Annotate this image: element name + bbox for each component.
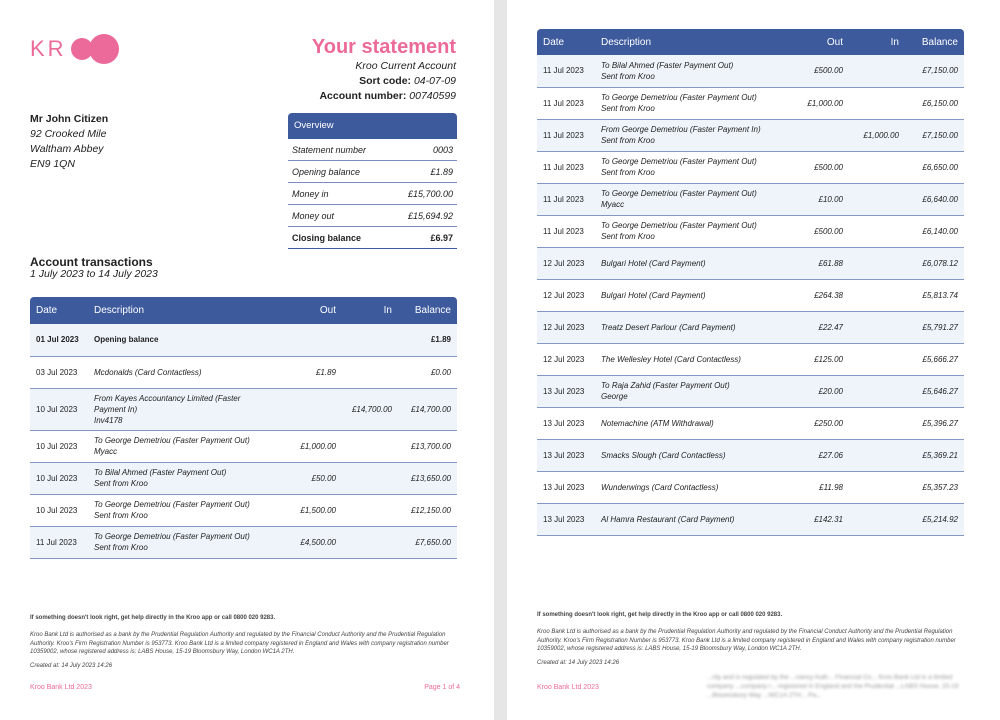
cell-out: £1,000.00	[785, 87, 849, 119]
created-text: Created at: 14 July 2023 14:26	[30, 663, 113, 669]
description-line: Mcdonalds (Card Contactless)	[94, 367, 202, 377]
cell-out: £142.31	[785, 503, 849, 535]
transactions-title: Account transactions	[30, 255, 153, 269]
cell-description	[88, 494, 278, 526]
cell-out: £61.88	[785, 247, 849, 279]
logo-text: KR	[30, 36, 67, 61]
cell-date: 13 Jul 2023	[537, 407, 595, 439]
description-line: Myacc	[601, 200, 625, 209]
transactions-date-range: 1 July 2023 to 14 July 2023	[30, 268, 158, 280]
cell-date: 13 Jul 2023	[537, 471, 595, 503]
table-row	[537, 279, 964, 311]
cell-in	[849, 343, 905, 375]
col-out: Out	[278, 297, 342, 324]
description-line: Sent from Kroo	[94, 479, 148, 488]
cell-description	[595, 343, 785, 375]
statement-page-1	[0, 0, 494, 720]
address-line-2: Waltham Abbey	[30, 143, 104, 155]
cell-date: 01 Jul 2023	[30, 324, 88, 356]
cell-date: 13 Jul 2023	[537, 439, 595, 471]
description-line: Payment In)	[94, 404, 138, 414]
table-row	[537, 87, 964, 119]
cell-out: £1,500.00	[278, 494, 342, 526]
cell-in: £14,700.00	[342, 388, 398, 430]
col-in: In	[342, 297, 398, 324]
table-row	[30, 462, 457, 494]
overview-value: £6.97	[430, 233, 453, 243]
col-balance: Balance	[905, 29, 964, 55]
description-line: To Bilal Ahmed (Faster Payment Out)	[601, 60, 734, 70]
table-row	[30, 356, 457, 388]
address-line-1: 92 Crooked Mile	[30, 128, 107, 140]
cell-balance: £6,650.00	[905, 151, 964, 183]
overview-value: £15,694.92	[407, 211, 453, 221]
cell-date: 11 Jul 2023	[537, 183, 595, 215]
legal-text: Kroo Bank Ltd is authorised as a bank by the Prudential Regulation Authority and regulated by the Financial Conduct Authority and the Prudential Regulation Authority. Kroo's Firm Registration Number is 953773. Kroo Bank Ltd is a limited company registered in England and Wales with company registration number 10359002, whose registered address is: LABS House, 15-19 Bloomsbury Way, London WC1A 2TH.	[537, 629, 956, 652]
cell-balance: £0.00	[398, 356, 457, 388]
col-description: Description	[88, 297, 278, 324]
cell-date: 13 Jul 2023	[537, 375, 595, 407]
account-type: Kroo Current Account	[355, 60, 456, 72]
cell-date: 12 Jul 2023	[537, 343, 595, 375]
cell-out: £1,000.00	[278, 430, 342, 462]
cell-out: £22.47	[785, 311, 849, 343]
cell-out	[785, 119, 849, 151]
cell-date: 12 Jul 2023	[537, 247, 595, 279]
cell-description	[595, 407, 785, 439]
overview-label: Closing balance	[292, 233, 362, 243]
cell-balance: £6,640.00	[905, 183, 964, 215]
cell-balance: £5,646.27	[905, 375, 964, 407]
cell-in	[849, 279, 905, 311]
overview-row	[288, 183, 457, 205]
table-row	[537, 503, 964, 535]
transactions-table-page-1	[30, 297, 457, 559]
help-text: If something doesn't look right, get help directly in the Kroo app or call 0800 020 9283.	[30, 615, 276, 621]
cell-balance: £5,214.92	[905, 503, 964, 535]
table-row	[537, 183, 964, 215]
cell-out: £500.00	[785, 215, 849, 247]
created-text: Created at: 14 July 2023 14:26	[537, 660, 620, 666]
table-row	[537, 55, 964, 87]
cell-date: 12 Jul 2023	[537, 311, 595, 343]
table-row	[537, 375, 964, 407]
cell-date: 11 Jul 2023	[537, 215, 595, 247]
cell-balance: £13,650.00	[398, 462, 457, 494]
overview-label: Statement number	[292, 145, 367, 155]
cell-in	[342, 526, 398, 558]
cell-in	[849, 247, 905, 279]
overview-row	[288, 205, 457, 227]
sort-code: 04-07-09	[413, 75, 456, 87]
table-header-row	[30, 297, 457, 324]
description-line: To George Demetriou (Faster Payment Out)	[94, 532, 250, 541]
description-line: To George Demetriou (Faster Payment Out)	[601, 189, 757, 198]
help-text: If something doesn't look right, get help directly in the Kroo app or call 0800 020 9283.	[537, 612, 783, 618]
cell-description	[595, 119, 785, 151]
overview-row	[288, 139, 457, 161]
footer-bottom	[30, 684, 460, 691]
footer-help	[30, 614, 470, 623]
table-row	[537, 311, 964, 343]
cell-date: 03 Jul 2023	[30, 356, 88, 388]
blurred-overlay-text: ...rity and is regulated by the ...nancy Auth... Financial Co... Kroo Bank Ltd is a limited company ...company r... registered in England and the Prudential ...LABS House, 15-19 ...Bloomsbury Way ...WC1A 2TH... Pa...	[707, 674, 959, 699]
overview-value: £15,700.00	[407, 189, 453, 199]
cell-description	[595, 55, 785, 87]
footer-legal	[537, 628, 977, 654]
table-row	[537, 407, 964, 439]
cell-balance: £12,150.00	[398, 494, 457, 526]
cell-date: 11 Jul 2023	[537, 151, 595, 183]
description-line: To George Demetriou (Faster Payment Out)	[94, 436, 250, 445]
cell-date: 13 Jul 2023	[537, 503, 595, 535]
overview-label: Money in	[292, 189, 329, 199]
cell-date: 11 Jul 2023	[30, 526, 88, 558]
description-line: Treatz Desert Parlour (Card Payment)	[601, 322, 736, 332]
description-line: To George Demetriou (Faster Payment Out)	[601, 93, 757, 102]
cell-in	[849, 471, 905, 503]
cell-description	[595, 439, 785, 471]
description-line: Al Hamra Restaurant (Card Payment)	[601, 514, 735, 524]
cell-date: 11 Jul 2023	[537, 87, 595, 119]
footer-created	[537, 659, 977, 668]
cell-in	[849, 503, 905, 535]
cell-out: £1.89	[278, 356, 342, 388]
cell-description	[595, 183, 785, 215]
overview-title: Overview	[288, 113, 457, 139]
cell-in	[342, 494, 398, 526]
cell-description	[595, 215, 785, 247]
cell-out: £20.00	[785, 375, 849, 407]
cell-in	[849, 407, 905, 439]
table-row	[537, 151, 964, 183]
cell-out: £11.98	[785, 471, 849, 503]
cell-description	[595, 375, 785, 407]
cell-balance: £5,666.27	[905, 343, 964, 375]
description-line: To George Demetriou (Faster Payment Out)	[601, 157, 757, 166]
cell-balance: £5,791.27	[905, 311, 964, 343]
cell-in	[342, 462, 398, 494]
cell-in	[849, 439, 905, 471]
page-number: Page 1 of 4	[424, 684, 460, 691]
cell-out: £500.00	[785, 55, 849, 87]
cell-out	[278, 324, 342, 356]
cell-date: 10 Jul 2023	[30, 388, 88, 430]
account-number: 00740599	[409, 90, 456, 102]
cell-balance: £14,700.00	[398, 388, 457, 430]
cell-in	[342, 430, 398, 462]
logo-circles-icon	[69, 34, 121, 64]
description-line: Smacks Slough (Card Contactless)	[601, 450, 726, 460]
description-line: George	[601, 392, 628, 401]
cell-balance: £5,813.74	[905, 279, 964, 311]
cell-balance: £1.89	[398, 324, 457, 356]
cell-balance: £7,650.00	[398, 526, 457, 558]
cell-out: £250.00	[785, 407, 849, 439]
description-line: Notemachine (ATM Withdrawal)	[601, 418, 714, 428]
statement-page-2	[507, 0, 1000, 720]
cell-in	[849, 151, 905, 183]
col-in: In	[849, 29, 905, 55]
table-row	[537, 215, 964, 247]
cell-date: 12 Jul 2023	[537, 279, 595, 311]
description-line: To Raja Zahid (Faster Payment Out)	[601, 381, 730, 390]
table-row	[30, 324, 457, 356]
cell-out: £500.00	[785, 151, 849, 183]
footer-help	[537, 611, 977, 620]
cell-description	[88, 324, 278, 356]
company-name: Kroo Bank Ltd 2023	[30, 684, 92, 691]
cell-in	[849, 375, 905, 407]
cell-in	[342, 324, 398, 356]
statement-header	[312, 35, 456, 104]
col-date: Date	[537, 29, 595, 55]
table-row	[537, 471, 964, 503]
table-row	[537, 343, 964, 375]
cell-description	[88, 430, 278, 462]
customer-name: Mr John Citizen	[30, 113, 109, 125]
cell-date: 11 Jul 2023	[537, 55, 595, 87]
description-line: From George Demetriou (Faster Payment In)	[601, 125, 761, 134]
description-line: To George Demetriou (Faster Payment Out)	[94, 500, 250, 509]
cell-in	[849, 87, 905, 119]
col-description: Description	[595, 29, 785, 55]
description-line: To George Demetriou (Faster Payment Out)	[601, 221, 757, 230]
col-balance: Balance	[398, 297, 457, 324]
description-line: Bulgari Hotel (Card Payment)	[601, 290, 706, 300]
description-line: Sent from Kroo	[601, 232, 655, 241]
cell-balance: £5,357.23	[905, 471, 964, 503]
description-line: Sent from Kroo	[94, 511, 148, 520]
table-row	[30, 430, 457, 462]
cell-balance: £5,396.27	[905, 407, 964, 439]
cell-in	[849, 183, 905, 215]
description-line: Opening balance	[94, 335, 159, 345]
cell-description	[88, 356, 278, 388]
overview-row	[288, 161, 457, 183]
cell-balance: £6,078.12	[905, 247, 964, 279]
description-line: The Wellesley Hotel (Card Contactless)	[601, 354, 741, 364]
cell-description	[595, 503, 785, 535]
cell-balance: £7,150.00	[905, 119, 964, 151]
cell-in: £1,000.00	[849, 119, 905, 151]
cell-out: £50.00	[278, 462, 342, 494]
table-row	[537, 247, 964, 279]
cell-date: 10 Jul 2023	[30, 494, 88, 526]
table-row	[30, 494, 457, 526]
cell-out: £264.38	[785, 279, 849, 311]
overview-label: Opening balance	[292, 167, 361, 177]
cell-balance: £5,369.21	[905, 439, 964, 471]
cell-balance: £6,150.00	[905, 87, 964, 119]
address-line-3: EN9 1QN	[30, 158, 75, 170]
col-out: Out	[785, 29, 849, 55]
cell-balance: £6,140.00	[905, 215, 964, 247]
description-line: Wunderwings (Card Contactless)	[601, 482, 719, 492]
table-row	[30, 526, 457, 558]
legal-text: Kroo Bank Ltd is authorised as a bank by the Prudential Regulation Authority and regulated by the Financial Conduct Authority and the Prudential Regulation Authority. Kroo's Firm Registration Number is 953773. Kroo Bank Ltd is a limited company registered in England and Wales with company registration number 10359002, whose registered address is: LABS House, 15-19 Bloomsbury Way, London WC1A 2TH.	[30, 632, 449, 655]
cell-description	[595, 311, 785, 343]
cell-out	[278, 388, 342, 430]
description-line: Myacc	[94, 447, 118, 456]
overview-value: 0003	[432, 145, 453, 155]
cell-balance: £13,700.00	[398, 430, 457, 462]
table-row	[537, 119, 964, 151]
description-line: Sent from Kroo	[601, 71, 655, 81]
customer-address	[30, 112, 108, 172]
cell-description	[88, 462, 278, 494]
cell-description	[595, 87, 785, 119]
footer-legal	[30, 631, 470, 657]
sort-code-label: Sort code:	[359, 75, 412, 87]
transactions-table-page-2	[537, 29, 964, 536]
description-line: To Bilal Ahmed (Faster Payment Out)	[94, 468, 227, 477]
description-line: Sent from Kroo	[601, 104, 655, 113]
cell-description	[595, 471, 785, 503]
table-header-row	[537, 29, 964, 55]
statement-title: Your statement	[311, 36, 456, 58]
cell-description	[595, 151, 785, 183]
cell-description	[595, 279, 785, 311]
cell-out: £27.06	[785, 439, 849, 471]
description-line: Sent from Kroo	[601, 136, 655, 145]
cell-balance: £7,150.00	[905, 55, 964, 87]
kroo-logo	[30, 34, 121, 64]
cell-date: 11 Jul 2023	[537, 119, 595, 151]
overview-panel	[288, 113, 457, 249]
cell-description	[88, 388, 278, 430]
description-line: From Kayes Accountancy Limited (Faster	[94, 393, 241, 403]
col-date: Date	[30, 297, 88, 324]
cell-description	[595, 247, 785, 279]
overview-row-closing	[288, 227, 457, 249]
description-line: Bulgari Hotel (Card Payment)	[601, 258, 706, 268]
company-name: Kroo Bank Ltd 2023	[537, 684, 599, 691]
cell-out: £4,500.00	[278, 526, 342, 558]
overview-label: Money out	[292, 211, 335, 221]
description-line: Sent from Kroo	[94, 543, 148, 552]
overview-value: £1.89	[430, 167, 453, 177]
cell-description	[88, 526, 278, 558]
table-row	[537, 439, 964, 471]
cell-in	[849, 55, 905, 87]
cell-date: 10 Jul 2023	[30, 430, 88, 462]
description-line: Sent from Kroo	[601, 168, 655, 177]
description-line: Inv4178	[94, 415, 123, 425]
account-number-label: Account number:	[319, 90, 407, 102]
cell-out: £10.00	[785, 183, 849, 215]
table-row	[30, 388, 457, 430]
cell-in	[849, 311, 905, 343]
cell-out: £125.00	[785, 343, 849, 375]
cell-in	[849, 215, 905, 247]
footer-created	[30, 662, 470, 671]
cell-date: 10 Jul 2023	[30, 462, 88, 494]
cell-in	[342, 356, 398, 388]
